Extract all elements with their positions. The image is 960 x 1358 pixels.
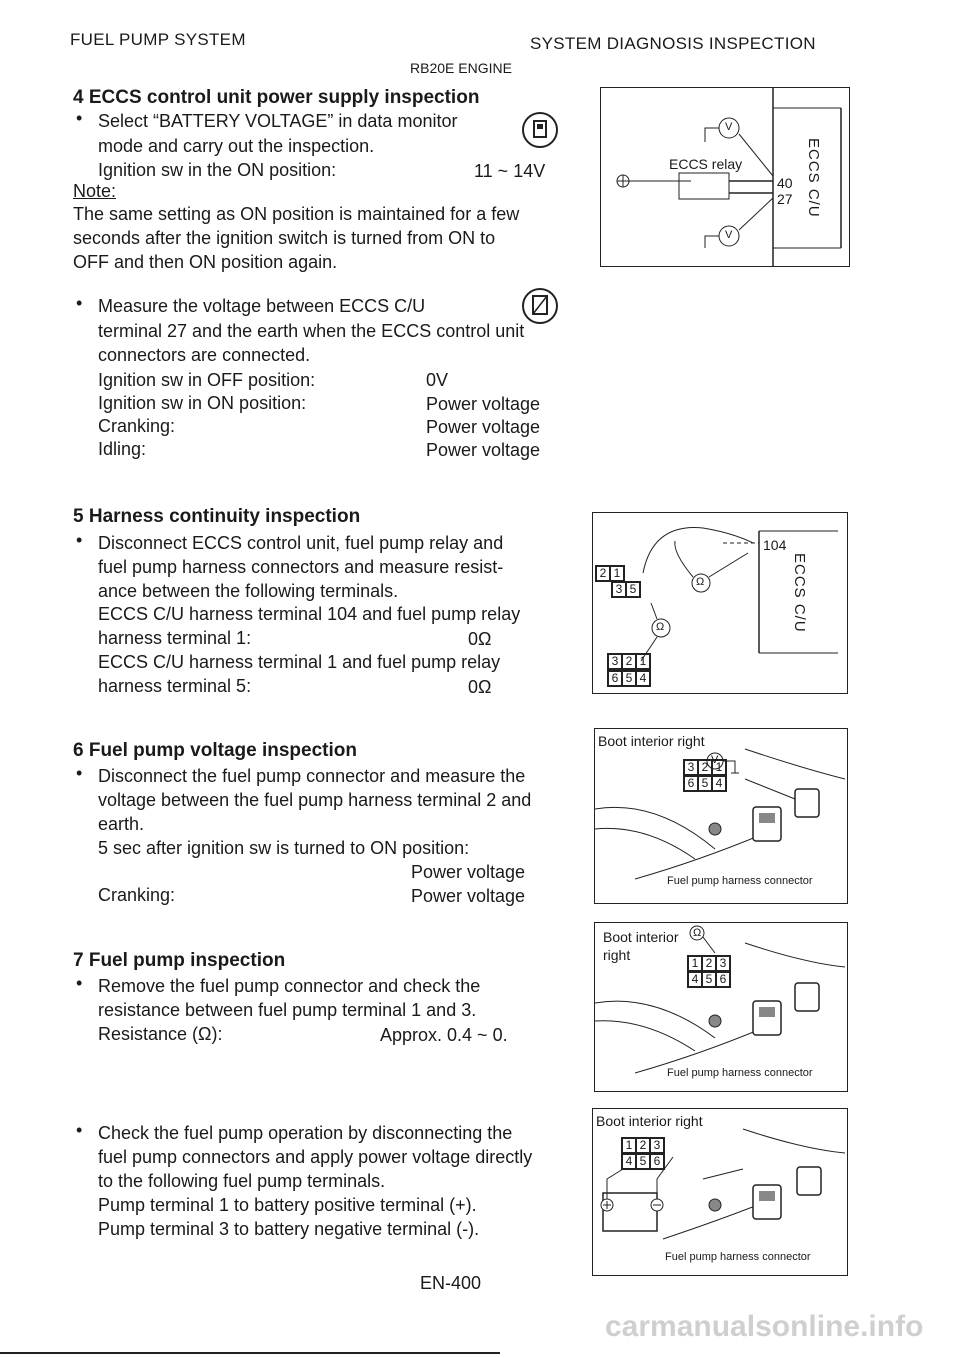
s7-line: resistance between fuel pump terminal 1 and 3.	[98, 1000, 477, 1020]
connector-face-top	[683, 759, 727, 776]
s5-line: Disconnect ECCS control unit, fuel pump relay and	[98, 533, 504, 553]
fuel-pump-resistance-diagram	[594, 922, 848, 1092]
s4-value: 11 ~ 14V	[474, 161, 546, 181]
harness-continuity-diagram	[592, 512, 848, 694]
ecu-power-supply-diagram	[600, 87, 850, 267]
terminal-cell: 2	[596, 566, 610, 581]
s4-row-value: 0V	[426, 370, 449, 390]
bullet-dot: •	[76, 530, 83, 550]
terminal-cell: 6	[608, 671, 622, 686]
ohmmeter-symbol: Ω	[656, 621, 665, 633]
terminal-cell: 6	[716, 972, 730, 987]
terminal-cell: 5	[626, 582, 640, 597]
relay-connector-top	[595, 565, 625, 582]
ohmmeter-symbol: Ω	[693, 927, 702, 939]
s4-line: connectors are connected.	[98, 345, 311, 365]
s4-line: mode and carry out the inspection.	[98, 136, 375, 156]
s4-row-label: Ignition sw in OFF position:	[98, 370, 316, 390]
terminal-cell: 3	[684, 760, 698, 775]
connector-face-top	[687, 955, 731, 972]
terminal-cell: 6	[684, 776, 698, 791]
s5-line: fuel pump harness connectors and measure resist-	[98, 557, 504, 577]
note-line: OFF and then ON position again.	[73, 252, 338, 272]
terminal-40: 40	[777, 175, 793, 191]
terminal-cell: 6	[650, 1154, 664, 1169]
s6-line: Disconnect the fuel pump connector and measure the	[98, 766, 526, 786]
s7-line: Pump terminal 3 to battery negative terminal (-).	[98, 1219, 480, 1239]
connector-face-bottom	[683, 775, 727, 792]
connector-face-bottom	[687, 971, 731, 988]
voltmeter-symbol: V	[711, 754, 719, 766]
engine-label: RB20E ENGINE	[410, 60, 512, 76]
terminal-cell: 4	[636, 671, 650, 686]
bullet-dot: •	[76, 108, 83, 128]
section-5-title: 5 Harness continuity inspection	[73, 506, 361, 527]
s7-line: Resistance (Ω):	[98, 1024, 223, 1044]
bullet-dot: •	[76, 293, 83, 313]
page-number: EN-400	[420, 1273, 482, 1293]
s4-line: Select “BATTERY VOLTAGE” in data monitor	[98, 111, 458, 131]
footer-rule	[0, 1352, 500, 1354]
watermark: carmanualsonline.info	[605, 1310, 924, 1343]
s6-line: earth.	[98, 814, 145, 834]
terminal-cell: 3	[608, 654, 622, 669]
s7-line: Check the fuel pump operation by disconnecting the	[98, 1123, 513, 1143]
s5-line: ECCS C/U harness terminal 1 and fuel pump relay	[98, 652, 501, 672]
terminal-cell: 1	[688, 956, 702, 971]
section-4-title: 4 ECCS control unit power supply inspection	[73, 87, 480, 108]
location-label: Boot interior	[603, 929, 679, 945]
terminal-cell: 1	[610, 566, 624, 581]
header-right: SYSTEM DIAGNOSIS INSPECTION	[530, 34, 816, 53]
terminal-cell: 2	[698, 760, 712, 775]
pump-connector-bottom	[607, 670, 651, 687]
fuel-pump-voltage-diagram	[594, 728, 848, 904]
s7-line: Remove the fuel pump connector and check the	[98, 976, 481, 996]
s4-row-label: Idling:	[98, 439, 147, 459]
s7-line: fuel pump connectors and apply power voltage directly	[98, 1147, 533, 1167]
location-label: right	[603, 947, 631, 963]
pump-connector-top	[607, 653, 651, 670]
note-line: seconds after the ignition switch is turned from ON to	[73, 228, 496, 248]
relay-label: ECCS relay	[669, 156, 743, 172]
location-label: Boot interior right	[596, 1113, 703, 1129]
s7-line: Pump terminal 1 to battery positive terminal (+).	[98, 1195, 477, 1215]
connector-face-bottom	[621, 1153, 665, 1170]
s5-line: harness terminal 1:	[98, 628, 252, 648]
s6-line: voltage between the fuel pump harness terminal 2 and	[98, 790, 532, 810]
bullet-dot: •	[76, 1120, 83, 1140]
s4-row-value: Power voltage	[426, 440, 541, 460]
note-line: The same setting as ON position is maintained for a few	[73, 204, 520, 224]
bullet-dot: •	[76, 763, 83, 783]
terminal-cell: 1	[712, 760, 726, 775]
s4-row-label: Cranking:	[98, 416, 176, 436]
terminal-cell: 3	[716, 956, 730, 971]
s4-row-label: Ignition sw in ON position:	[98, 393, 307, 413]
section-6-title: 6 Fuel pump voltage inspection	[73, 740, 357, 761]
ohmmeter-symbol: Ω	[696, 576, 705, 588]
connector-label: Fuel pump harness connector	[667, 875, 813, 887]
s4-line: Measure the voltage between ECCS C/U	[98, 296, 426, 316]
s5-line: ECCS C/U harness terminal 104 and fuel pump relay	[98, 604, 521, 624]
s4-line: Ignition sw in the ON position:	[98, 160, 337, 180]
terminal-cell: 5	[702, 972, 716, 987]
fuel-pump-operation-diagram	[592, 1108, 848, 1276]
ecu-label: ECCS C/U	[805, 138, 822, 218]
terminal-cell: 3	[650, 1138, 664, 1153]
s7-line: to the following fuel pump terminals.	[98, 1171, 386, 1191]
terminal-cell: 1	[622, 1138, 636, 1153]
voltmeter-symbol: V	[725, 229, 733, 241]
location-label: Boot interior right	[598, 733, 705, 749]
header-left: FUEL PUMP SYSTEM	[70, 30, 246, 49]
terminal-cell: 1	[636, 654, 650, 669]
s6-value: Power voltage	[411, 886, 526, 906]
s4-row-value: Power voltage	[426, 417, 541, 437]
s5-value: 0Ω	[468, 629, 492, 649]
terminal-cell: 5	[698, 776, 712, 791]
s7-value: Approx. 0.4 ~ 0.	[380, 1025, 508, 1045]
relay-connector-bottom	[611, 581, 641, 598]
s6-line: 5 sec after ignition sw is turned to ON position:	[98, 838, 470, 858]
connector-label: Fuel pump harness connector	[667, 1067, 813, 1079]
s5-line: harness terminal 5:	[98, 676, 252, 696]
voltmeter-icon	[522, 288, 558, 324]
s4-row-value: Power voltage	[426, 394, 541, 414]
connector-face-top	[621, 1137, 665, 1154]
terminal-cell: 4	[622, 1154, 636, 1169]
s6-line: Cranking:	[98, 885, 176, 905]
terminal-cell: 5	[636, 1154, 650, 1169]
consult-tester-icon	[522, 112, 558, 148]
terminal-cell: 5	[622, 671, 636, 686]
ecu-label: ECCS C/U	[791, 553, 808, 633]
section-7-title: 7 Fuel pump inspection	[73, 950, 286, 971]
terminal-cell: 4	[688, 972, 702, 987]
connector-label: Fuel pump harness connector	[665, 1251, 811, 1263]
note-label: Note:	[73, 181, 117, 201]
terminal-cell: 4	[712, 776, 726, 791]
s5-line: ance between the following terminals.	[98, 581, 399, 601]
s4-line: terminal 27 and the earth when the ECCS control unit	[98, 321, 525, 341]
terminal-cell: 2	[702, 956, 716, 971]
voltmeter-symbol: V	[725, 121, 733, 133]
terminal-27: 27	[777, 191, 793, 207]
terminal-104: 104	[763, 537, 787, 553]
s6-value: Power voltage	[411, 862, 526, 882]
terminal-cell: 2	[622, 654, 636, 669]
bullet-dot: •	[76, 973, 83, 993]
terminal-cell: 2	[636, 1138, 650, 1153]
terminal-cell: 3	[612, 582, 626, 597]
s5-value: 0Ω	[468, 677, 492, 697]
